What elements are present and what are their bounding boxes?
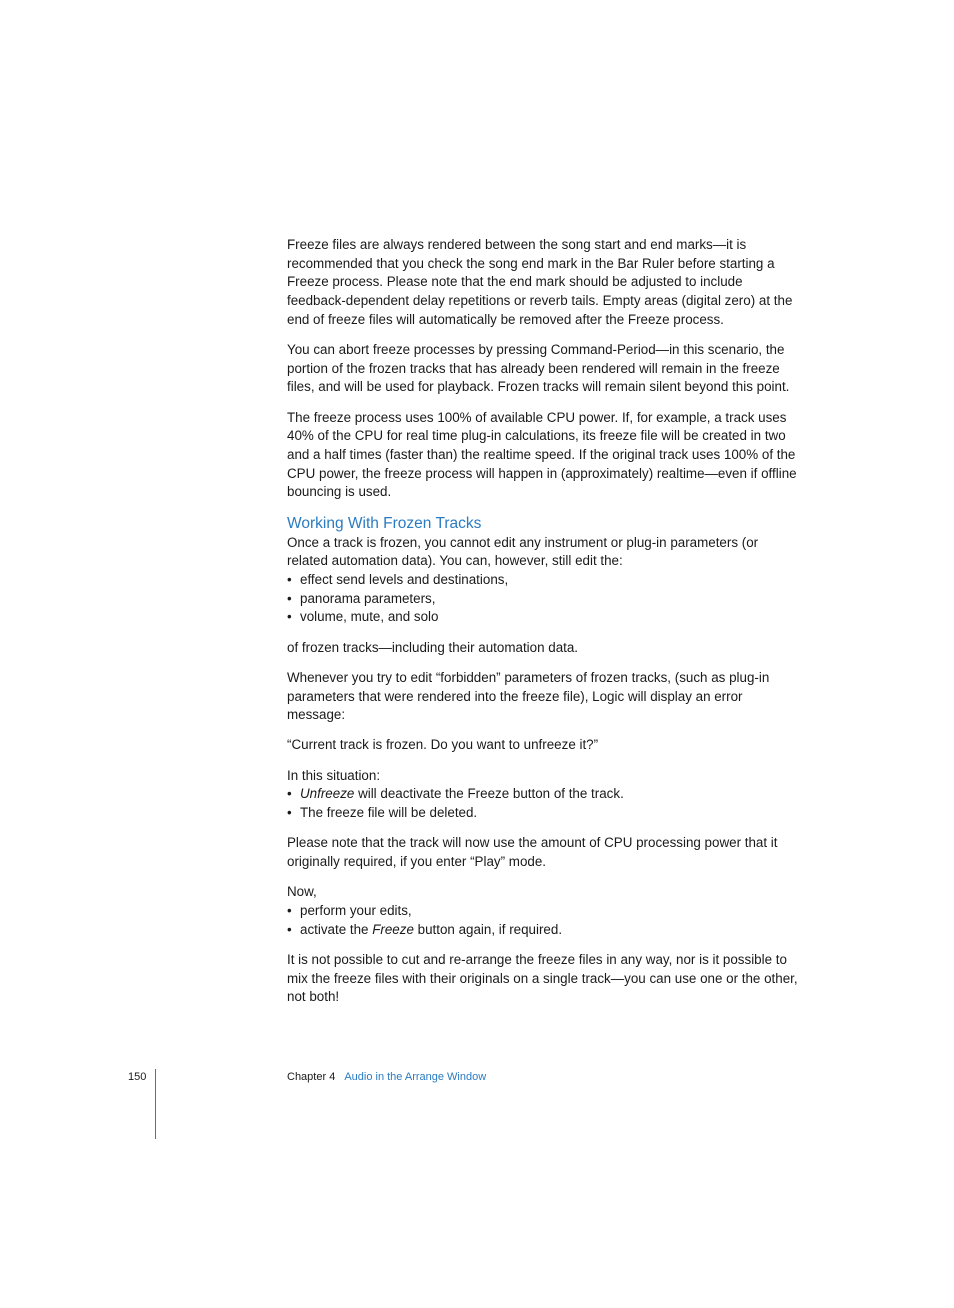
- now-list: [287, 902, 799, 939]
- chapter-footer: [287, 1070, 486, 1085]
- now-intro: Now,: [287, 884, 317, 900]
- editable-list: [287, 571, 799, 627]
- bullet-icon: •: [287, 921, 292, 937]
- intro-paragraph-2: You can abort freeze processes by pressing Command-Period—in this scenario, the portion of the frozen tracks that has already been rendered will remain in the freeze files, and will be used for playback. Frozen tracks will remain silent beyond this point.: [287, 342, 790, 395]
- intro-paragraph-1: Freeze files are always rendered between the song start and end marks—it is recommended that you check the song end mark in the Bar Ruler before starting a Freeze process. Please note that the end mark should be adjusted to include feedback-dependent delay repetitions or reverb tails. Empty areas (digital zero) at the end of freeze files will automatically be removed after the Freeze process.: [287, 237, 793, 327]
- situation-list: [287, 785, 799, 822]
- bullet-icon: •: [287, 786, 292, 802]
- page-body: [287, 236, 799, 1018]
- list-item: • Unfreeze will deactivate the Freeze button of the track.: [287, 785, 799, 804]
- list-item: • The freeze file will be deleted.: [287, 804, 799, 823]
- list-item: • volume, mute, and solo: [287, 608, 799, 627]
- situation-intro: In this situation:: [287, 767, 381, 783]
- list-item: • effect send levels and destinations,: [287, 571, 799, 590]
- chapter-title: Audio in the Arrange Window: [344, 1071, 487, 1083]
- list-item: • perform your edits,: [287, 902, 799, 921]
- chapter-label: Chapter 4: [287, 1071, 336, 1083]
- footer-divider: [155, 1069, 156, 1139]
- closing-paragraph: It is not possible to cut and re-arrange the freeze files in any way, nor is it possible to mix the freeze files with their originals on a single track—you can use one or the other, not both!: [287, 951, 798, 1005]
- intro-paragraph-3: The freeze process uses 100% of available CPU power. If, for example, a track uses 40% of the CPU for real time plug-in calculations, its freeze file will be created in two and a half times (faster than) the realtime speed. If the original track uses 100% of the CPU power, the freeze process will happen in (approximately) realtime—even if offline bouncing is used.: [287, 409, 797, 500]
- bullet-icon: •: [287, 609, 292, 625]
- cpu-note: Please note that the track will now use the amount of CPU processing power that it originally required, if you enter “Play” mode.: [287, 835, 778, 869]
- list-item: • panorama parameters,: [287, 590, 799, 609]
- page-number: 150: [128, 1071, 147, 1083]
- bullet-icon: •: [287, 572, 292, 588]
- error-message-quote: “Current track is frozen. Do you want to unfreeze it?”: [287, 737, 599, 753]
- section-intro: Once a track is frozen, you cannot edit any instrument or plug-in parameters (or related automation data). You can, however, still edit the:: [287, 534, 759, 569]
- bullet-icon: •: [287, 902, 292, 918]
- forbidden-paragraph: Whenever you try to edit “forbidden” parameters of frozen tracks, (such as plug-in parameters that were rendered into the freeze file), Logic will display an error message:: [287, 669, 770, 723]
- bullet-icon: •: [287, 805, 292, 821]
- bullet-icon: •: [287, 590, 292, 606]
- section-heading: Working With Frozen Tracks: [287, 514, 482, 532]
- list-item: • activate the Freeze button again, if required.: [287, 921, 799, 940]
- after-list-text: of frozen tracks—including their automation data.: [287, 639, 579, 655]
